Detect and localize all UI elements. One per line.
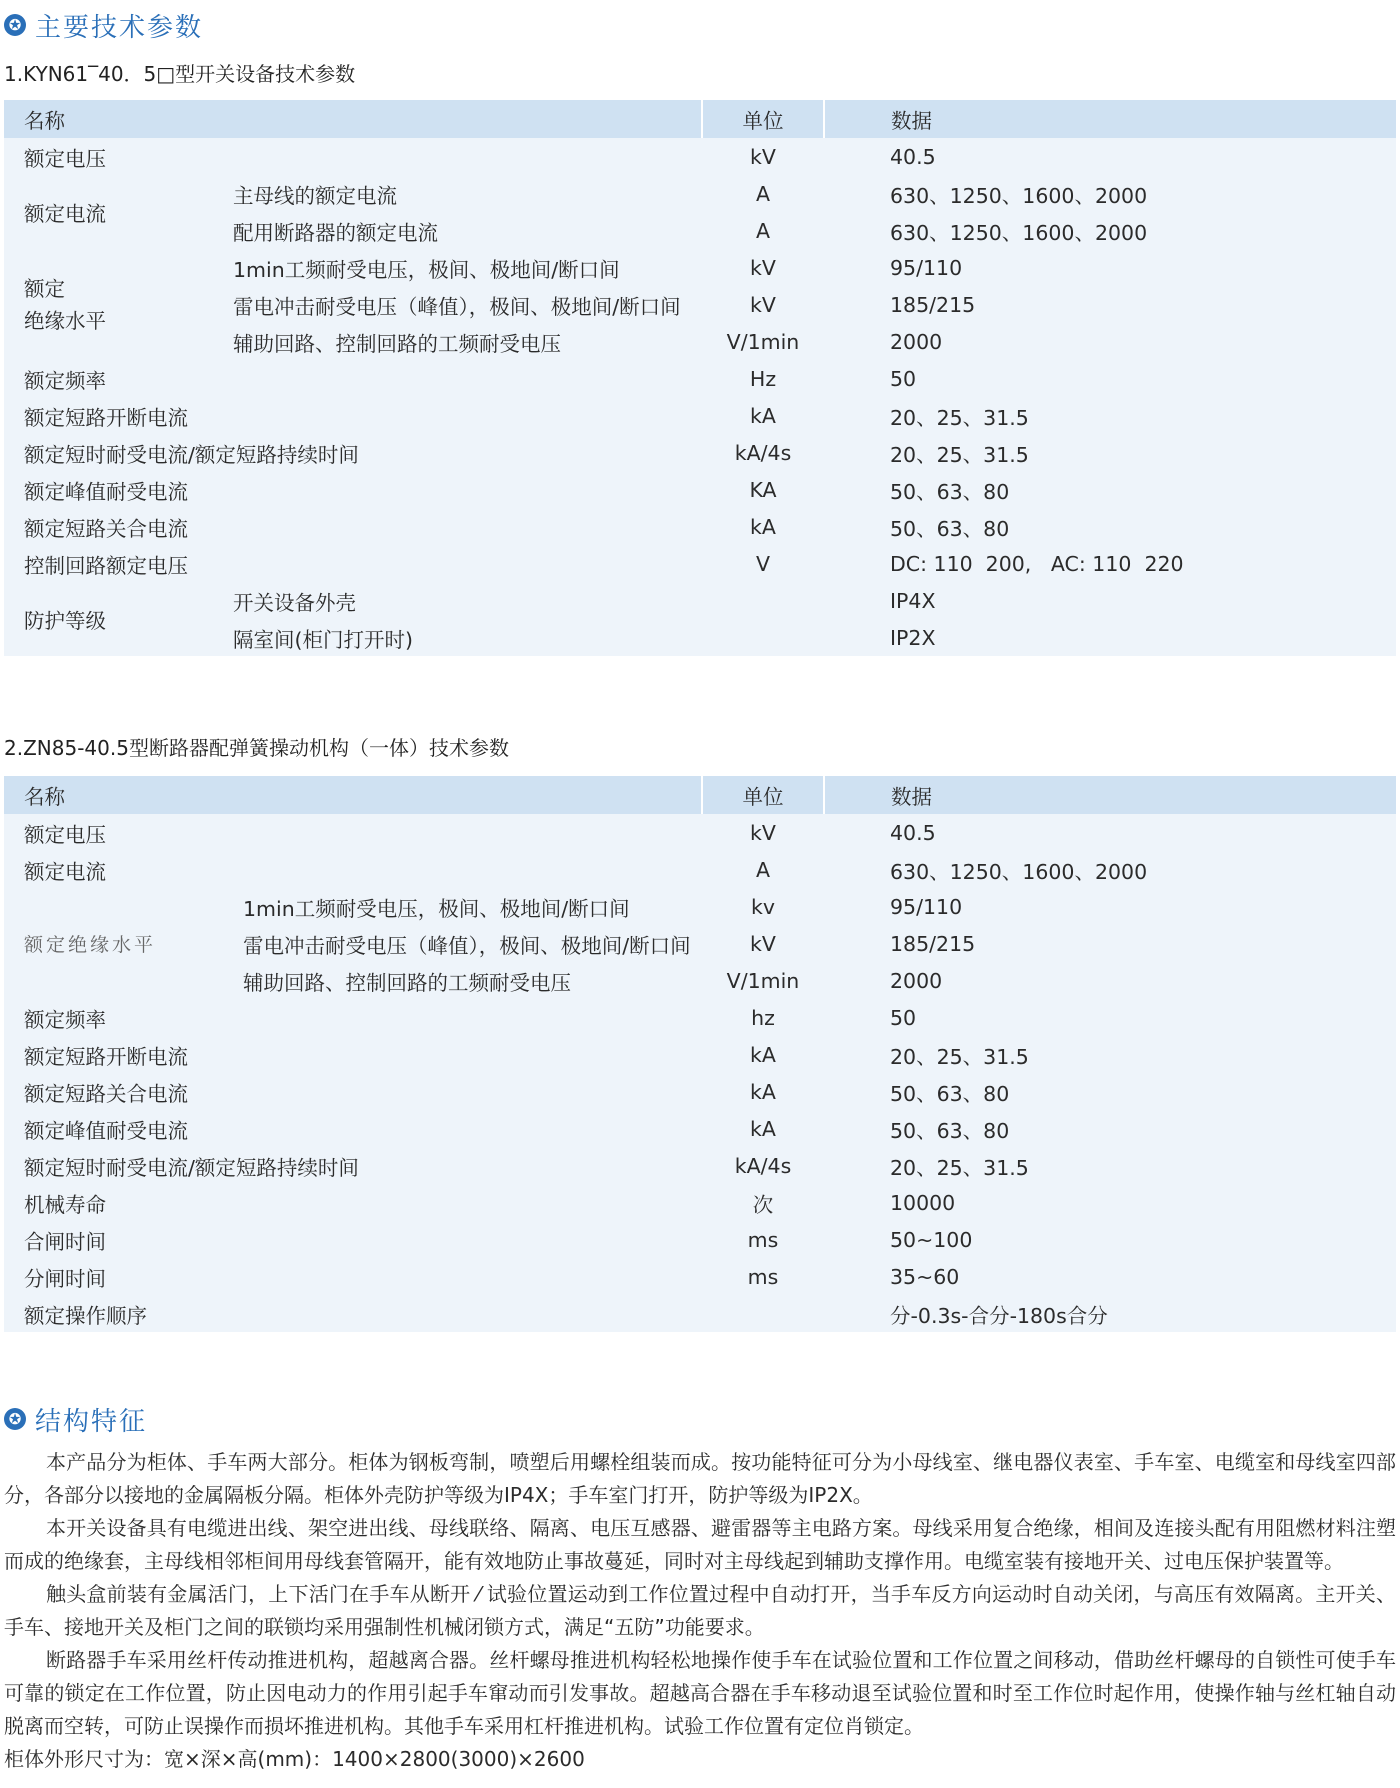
header-data: 数据	[824, 100, 1396, 138]
table-row: 额定短路开断电流 kA 20、25、31.5	[24, 1042, 1029, 1069]
table-row: 辅助回路、控制回路的工频耐受电压 V/1min 2000	[243, 968, 943, 995]
table2-caption: 2.ZN85-40.5型断路器配弹簧操动机构（一体）技术参数	[4, 736, 509, 760]
table-row: 分闸时间 ms 35~60	[24, 1264, 960, 1291]
table-row: 额定电流 主母线的额定电流 A 630、1250、1600、2000	[24, 181, 1148, 226]
table-row: 额定短路关合电流 kA 50、63、80	[24, 514, 1010, 541]
paragraph: 柜体外形尺寸为：宽×深×高(mm)：1400×2800(3000)×2600	[4, 1747, 585, 1771]
table-row: 额定电流 A 630、1250、1600、2000	[24, 857, 1148, 884]
header-unit: 单位	[702, 100, 824, 138]
table-header-row	[4, 776, 1396, 814]
table1-spec	[4, 100, 1396, 656]
section-heading-technical-params	[4, 8, 203, 42]
table-header-row	[4, 100, 1396, 138]
star-badge-icon: ✪	[4, 1408, 26, 1430]
table-row: 额定频率 hz 50	[24, 1005, 917, 1032]
table-row: 合闸时间 ms 50~100	[24, 1227, 973, 1254]
table-row: 额定短时耐受电流/额定短路持续时间 kA/4s 20、25、31.5	[24, 1153, 1029, 1180]
table-row: 额定电压 kV 40.5	[24, 144, 936, 171]
header-name: 名称	[4, 100, 702, 138]
structure-description	[4, 1446, 1396, 1776]
star-badge-icon: ✪	[4, 14, 26, 36]
paragraph: 触头盒前装有金属活门，上下活门在手车从断开 ⁄ 试验位置运动到工作位置过程中自动打开，当手车反方向运动时自动关闭，与高压有效隔离。主开关、手车、接地开关及柜门之间的联锁均采用强制性机械闭锁方式，满足“五防”功能要求。	[4, 1582, 1396, 1639]
header-name: 名称	[4, 776, 702, 814]
paragraph: 本开关设备具有电缆进出线、架空进出线、母线联络、隔离、电压互感器、避雷器等主电路方案。母线采用复合绝缘，相间及连接头配有用阻燃材料注塑而成的绝缘套，主母线相邻柜间用母线套管隔开，能有效地防止事故蔓延，同时对主母线起到辅助支撑作用。电缆室装有接地开关、过电压保护装置等。	[4, 1516, 1396, 1573]
table-row: 额定短路开断电流 kA 20、25、31.5	[24, 403, 1029, 430]
table-row: 机械寿命 次 10000	[24, 1190, 956, 1217]
table1-caption: 1.KYN61‾40．5□型开关设备技术参数	[4, 62, 356, 86]
table-row: 额定峰值耐受电流 KA 50、63、80	[24, 477, 1010, 504]
table-row: 额定操作顺序 分-0.3s-合分-180s合分	[24, 1303, 1108, 1328]
table-row: 雷电冲击耐受电压（峰值），极间、极地间/断口间 kV 185/215	[233, 292, 976, 319]
paragraph: 断路器手车采用丝杆传动推进机构，超越离合器。丝杆螺母推进机构轻松地操作使手车在试验位置和工作位置之间移动，借助丝杆螺母的自锁性可使手车可靠的锁定在工作位置，防止因电动力的作用引起手车窜动而引发事故。超越高合器在手车移动退至试验位置和时至工作位时起作用，使操作轴与丝杠轴自动脱离而空转，可防止误操作而损坏推进机构。其他手车采用杠杆推进机构。试验工作位置有定位肖锁定。	[4, 1648, 1396, 1738]
table-row: 防护等级 开关设备外壳 IP4X	[24, 588, 936, 633]
table-row: 配用断路器的额定电流 A 630、1250、1600、2000	[233, 218, 1148, 245]
table-row: 额定峰值耐受电流 kA 50、63、80	[24, 1116, 1010, 1143]
paragraph: 本产品分为柜体、手车两大部分。柜体为钢板弯制，喷塑后用螺栓组装而成。按功能特征可分为小母线室、继电器仪表室、手车室、电缆室和母线室四部分，各部分以接地的金属隔板分隔。柜体外壳防护等级为IP4X；手车室门打开，防护等级为IP2X。	[4, 1450, 1396, 1507]
section-title: 主要技术参数	[35, 12, 204, 43]
section-title: 结构特征	[35, 1406, 148, 1437]
table-row: 控制回路额定电压 V DC: 110 200, AC: 110 220	[24, 551, 1184, 578]
table-row: 额定电压 kV 40.5	[24, 820, 936, 847]
table2-spec	[4, 776, 1396, 1332]
header-unit: 单位	[702, 776, 824, 814]
table-row: 额定短路关合电流 kA 50、63、80	[24, 1079, 1010, 1106]
table-row: 额定 绝缘水平 1min工频耐受电压，极间、极地间/断口间 kV 95/110	[24, 255, 963, 333]
table-row: 额定频率 Hz 50	[24, 366, 917, 393]
header-data: 数据	[824, 776, 1396, 814]
table-row: 雷电冲击耐受电压（峰值），极间、极地间/断口间 kV 185/215	[243, 931, 976, 958]
table-row: 隔室间(柜门打开时) IP2X	[233, 625, 936, 652]
table-row: 额定短时耐受电流/额定短路持续时间 kA/4s 20、25、31.5	[24, 440, 1029, 467]
table-row: 额定绝缘水平 1min工频耐受电压，极间、极地间/断口间 kv 95/110	[24, 894, 963, 956]
table-row: 辅助回路、控制回路的工频耐受电压 V/1min 2000	[233, 329, 943, 356]
section-heading-structure	[4, 1402, 147, 1436]
